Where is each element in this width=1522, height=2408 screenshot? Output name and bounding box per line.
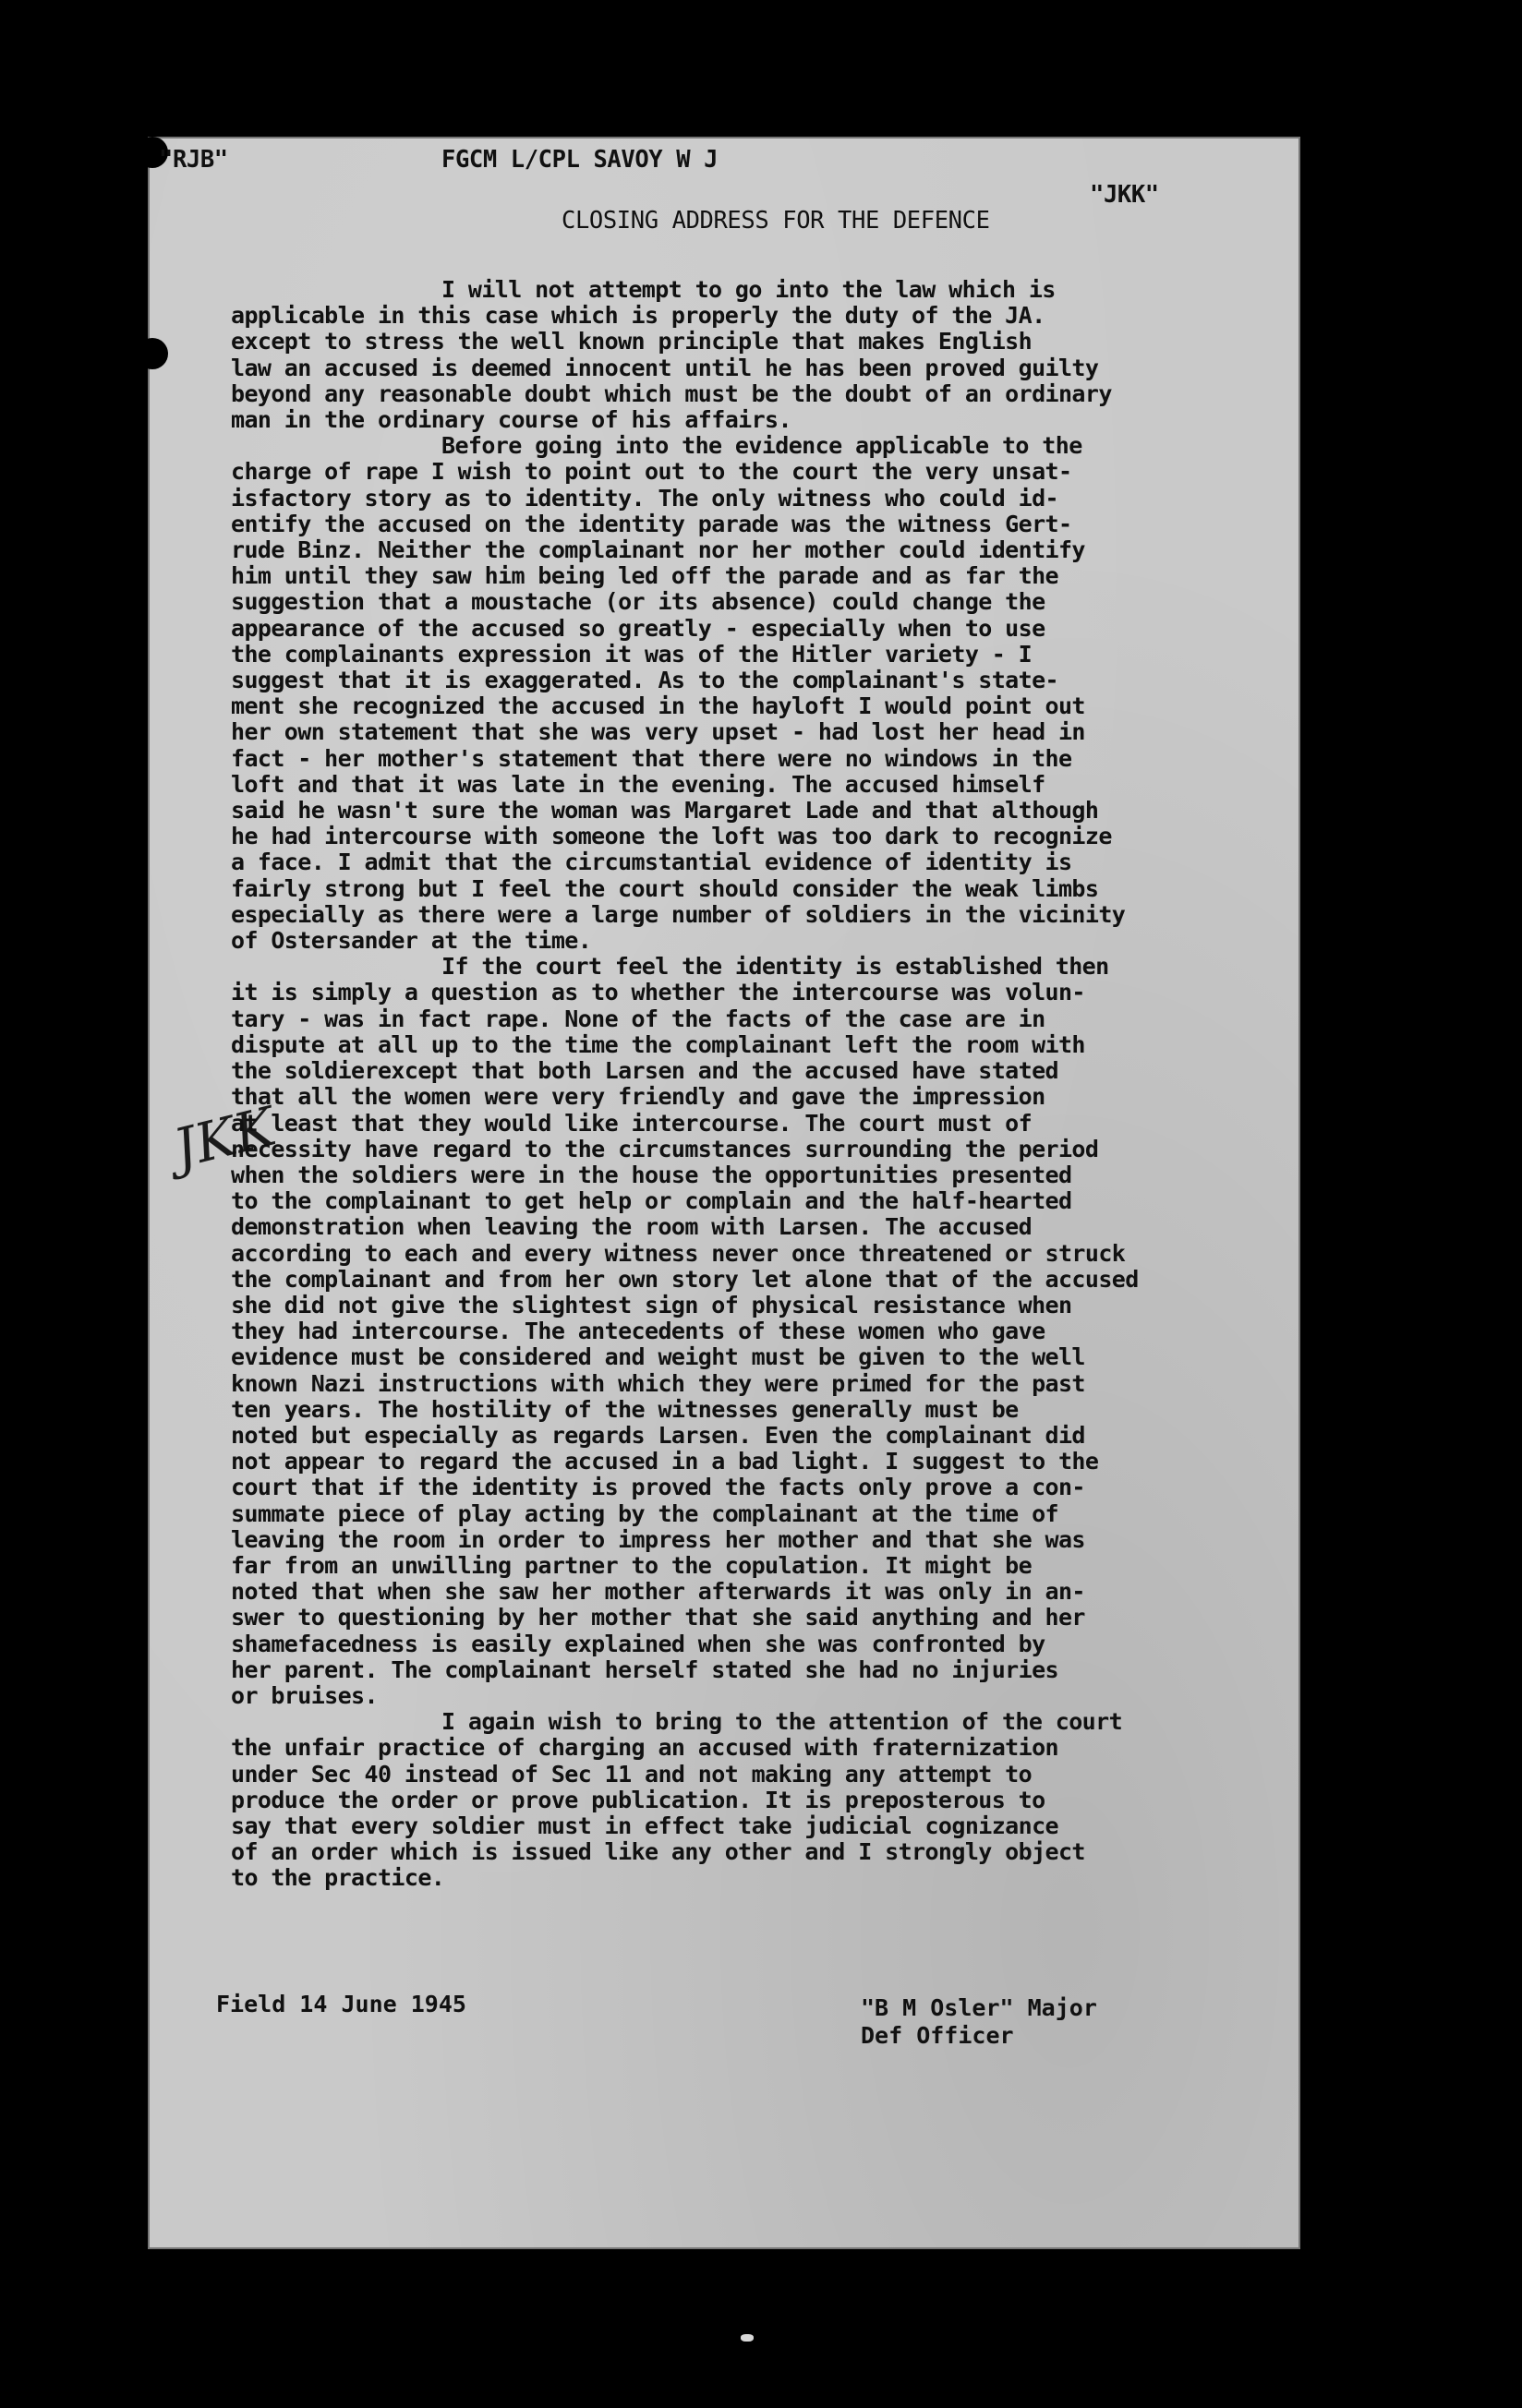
header-case-title: FGCM L/CPL SAVOY W J xyxy=(441,146,719,174)
paragraph-fraternization: I again wish to bring to the attention of the court the unfair practice of charging an accused with fraternization under Sec 40 instead of Sec 11 and not making any attempt to produce the order or prove publication. It is preposterous to say that every soldier must in effect take judicial cognizance of an order which is issued like any other and I strongly object to the practice. xyxy=(231,1708,1123,1892)
signature-block xyxy=(861,1994,1097,2050)
signature-name: "B M Osler" Major xyxy=(861,1994,1097,2021)
header-left-ref: "RJB" xyxy=(159,146,228,174)
paragraph-identity: Before going into the evidence applicable to the charge of rape I wish to point out to the court the very unsat- isfactory story as to identity. The only witness who could id- entify the accused on the identity parade was the witness Gert- rude Binz. Neither the complainant nor her mother could identify him until they saw him being led off the parade and as far the suggestion that a moustache (or its absence) could change the appearance of the accused so greatly - especially when to use the complainants expression it was of the Hitler variety - I suggest that it is exaggerated. As to the complainant's state- ment she recognized the accused in the hayloft I would point out her own statement that she was very upset - had lost her head in fact - her mother's statement that there were no windows in the loft and that it was late in the evening. The accused himself said he wasn't sure the woman was Margaret Lade and that although he had intercourse with someone the loft was too dark to recognize a face. I admit that the circumstantial evidence of identity is fairly strong but I feel the court should consider the weak limbs especially as there were a large number of soldiers in the vicinity of Ostersander at the time. xyxy=(231,432,1126,955)
header-right-ref: "JKK" xyxy=(1090,181,1159,209)
punch-hole xyxy=(137,338,168,369)
document-title: CLOSING ADDRESS FOR THE DEFENCE xyxy=(562,207,990,235)
paragraph-law: I will not attempt to go into the law which is applicable in this case which is properly the duty of the JA. except to stress the well known principle that makes English law an accused is deemed innocent until he has been proved guilty beyond any reasonable doubt which must be the doubt of an ordinary man in the ordinary course of his affairs. xyxy=(231,276,1112,434)
handwritten-initials: JKK xyxy=(167,1094,282,1181)
paragraph-consent: If the court feel the identity is established then it is simply a question as to whether the intercourse was volun- tary - was in fact rape. None of the facts of the case are in dispute at all up to the time the complainant left the room with the soldierexcept that both Larsen and the accused have stated that all the women were very friendly and gave the impression at least that they would like intercourse. The court must of necessity have regard to the circumstances surrounding the period when the soldiers were in the house the opportunities presented to the complainant to get help or complain and the half-hearted demonstration when leaving the room with Larsen. The accused according to each and every witness never once threatened or struck the complainant and from her own story let alone that of the accused she did not give the slightest sign of physical resistance when they had intercourse. The antecedents of these women who gave evidence must be considered and weight must be given to the well known Nazi instructions with which they were primed for the past ten years. The hostility of the witnesses generally must be noted but especially as regards Larsen. Even the complainant did not appear to regard the accused in a bad light. I suggest to the court that if the identity is proved the facts only prove a con- summate piece of play acting by the complainant at the time of leaving the room in order to impress her mother and that she was far from an unwilling partner to the copulation. It might be noted that when she saw her mother afterwards it was only in an- swer to questioning by her mother that she said anything and her shamefacedness is easily explained when she was confronted by her parent. The complainant herself stated she had no injuries or bruises. xyxy=(231,953,1139,1709)
signature-role: Def Officer xyxy=(861,2022,1014,2049)
scan-artifact xyxy=(741,2334,754,2342)
document-body xyxy=(231,277,1291,1892)
document-page xyxy=(148,137,1300,2249)
place-and-date: Field 14 June 1945 xyxy=(216,1991,466,2017)
